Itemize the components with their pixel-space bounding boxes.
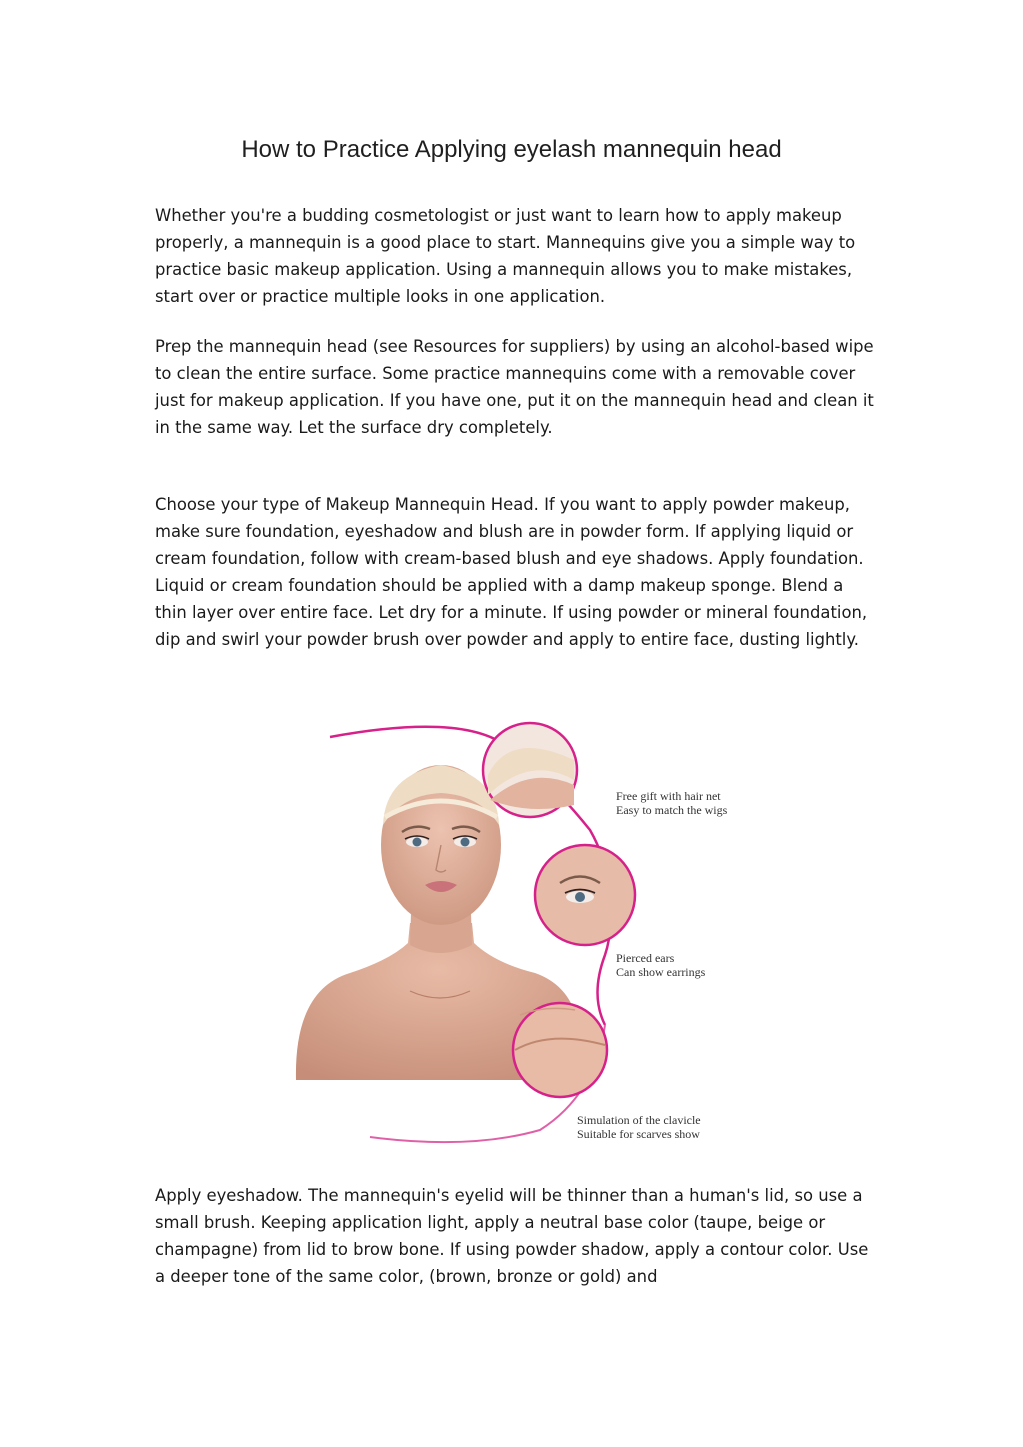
paragraph-eyeshadow: Apply eyeshadow. The mannequin's eyelid will be thinner than a human's lid, so use a small brush. Keeping application light, apply a neutral base color (taupe, beige or champagne) from lid to brow bone. If using powder shadow, apply a contour color. Use a deeper tone of the same color, (brown, bronze or gold) and [155,1186,869,1286]
caption-ears [616,951,705,979]
caption-hair-net [616,789,727,817]
detail-circle-eye [535,845,635,945]
caption-line: Free gift with hair net [616,789,721,803]
mannequin-product-image [290,705,740,1155]
caption-line: Pierced ears [616,951,675,965]
caption-line: Suitable for scarves show [577,1127,700,1141]
detail-circle-hair-net [483,723,577,817]
paragraph-prep: Prep the mannequin head (see Resources for suppliers) by using an alcohol-based wipe to clean the entire surface. Some practice mannequins come with a removable cover just for makeup application. If you have one, put it on the mannequin head and clean it in the same way. Let the surface dry completely. [155,337,874,437]
caption-line: Can show earrings [616,965,706,979]
caption-line: Easy to match the wigs [616,803,728,817]
caption-line: Simulation of the clavicle [577,1113,701,1127]
caption-clavicle [577,1113,701,1141]
page-title: How to Practice Applying eyelash mannequin head [241,136,782,163]
paragraph-intro: Whether you're a budding cosmetologist or just want to learn how to apply makeup properly, a mannequin is a good place to start. Mannequins give you a simple way to practice basic makeup application. Using a mannequin allows you to make mistakes, start over or practice multiple looks in one application. [155,206,856,306]
mannequin-illustration [290,705,740,1155]
detail-circle-clavicle [513,1003,607,1097]
paragraph-foundation: Choose your type of Makeup Mannequin Head. If you want to apply powder makeup, make sure foundation, eyeshadow and blush are in powder form. If applying liquid or cream foundation, follow with cream-based blush and eye shadows. Apply foundation. Liquid or cream foundation should be applied with a damp makeup sponge. Blend a thin layer over entire face. Let dry for a minute. If using powder or mineral foundation, dip and swirl your powder brush over powder and apply to entire face, dusting lightly. [155,495,868,649]
